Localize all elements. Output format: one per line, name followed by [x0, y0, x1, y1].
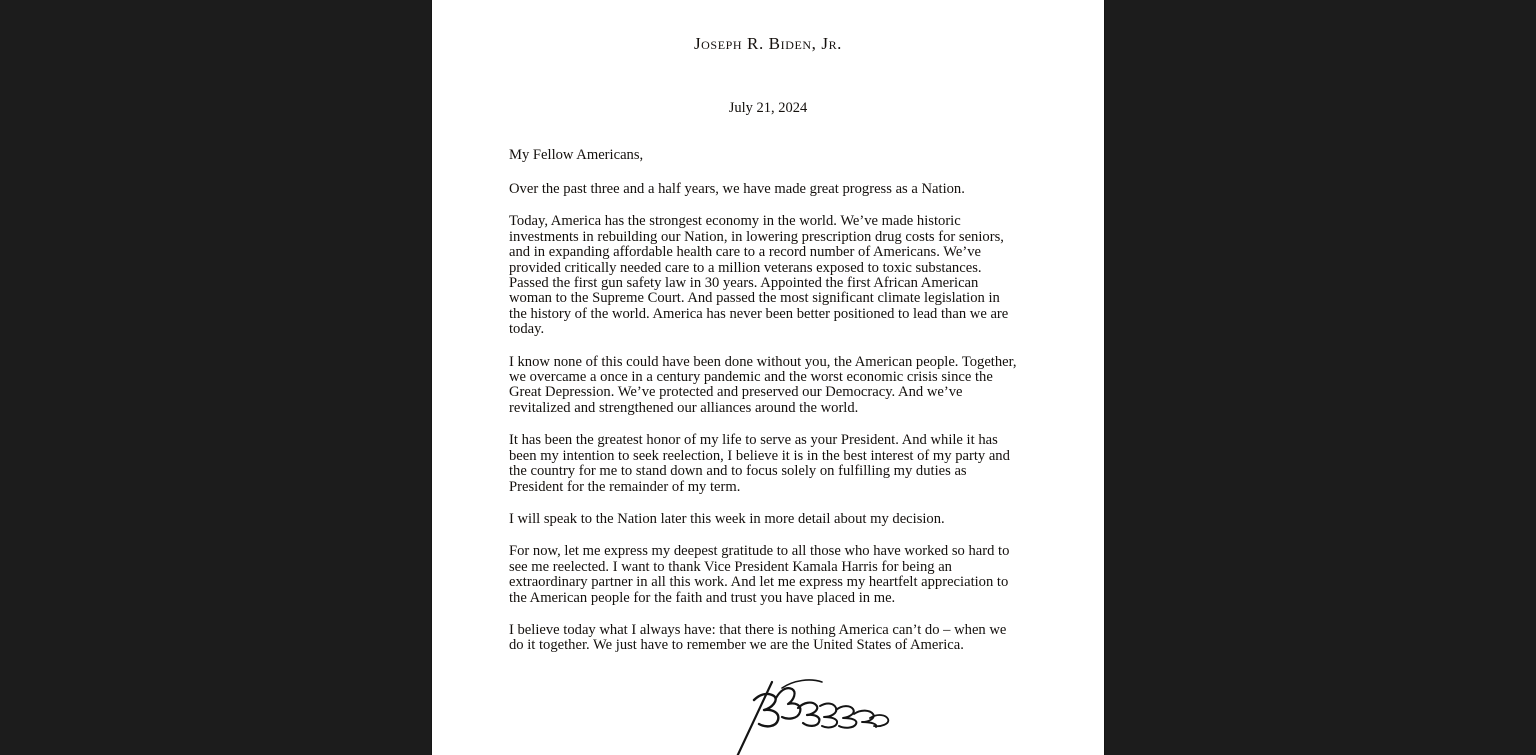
letter-paragraph: Over the past three and a half years, we have made great progress as a Nation.	[509, 181, 965, 197]
letter-paragraph: I will speak to the Nation later this week in more detail about my decision.	[509, 510, 945, 527]
letter-date: July 21, 2024	[728, 100, 808, 116]
signature-area	[509, 676, 1021, 755]
letterhead-title: Joseph R. Biden, Jr.	[693, 34, 843, 53]
letter-paragraph: For now, let me express my deepest gratitude to all those who have worked so hard to see me reelected. I want to thank Vice President Kamala Harris for being an extraordinary partner in all this work. And let me express my heartfelt appreciation to the American people for the faith and trust you have placed in me.	[509, 543, 1010, 606]
signature-image	[724, 672, 924, 755]
letter-salutation: My Fellow Americans,	[509, 147, 644, 163]
letter-paragraph: I know none of this could have been done without you, the American people. Together, we overcame a once in a century pandemic and the worst economic crisis since the Great Depression. We’ve protected and preserved our Democracy. And we’ve revitalized and strengthened our alliances around the world.	[509, 353, 1017, 416]
letter-page	[432, 0, 1104, 755]
letter-paragraph: Today, America has the strongest economy in the world. We’ve made historic investments in rebuilding our Nation, in lowering prescription drug costs for seniors, and in expanding affordable health care to a record number of Americans. We’ve provided critically needed care to a million veterans exposed to toxic substances. Passed the first gun safety law in 30 years. Appointed the first African American woman to the Supreme Court. And passed the most significant climate legislation in the history of the world. America has never been better positioned to lead than we are today.	[509, 213, 1009, 338]
letter-body	[432, 147, 1104, 755]
letter-paragraph: I believe today what I always have: that there is nothing America can’t do – when we do it together. We just have to remember we are the United States of America.	[509, 621, 1007, 654]
letter-paragraph: It has been the greatest honor of my life to serve as your President. And while it has been my intention to seek reelection, I believe it is in the best interest of my party and the country for me to stand down and to focus solely on fulfilling my duties as President for the remainder of my term.	[509, 432, 1010, 495]
